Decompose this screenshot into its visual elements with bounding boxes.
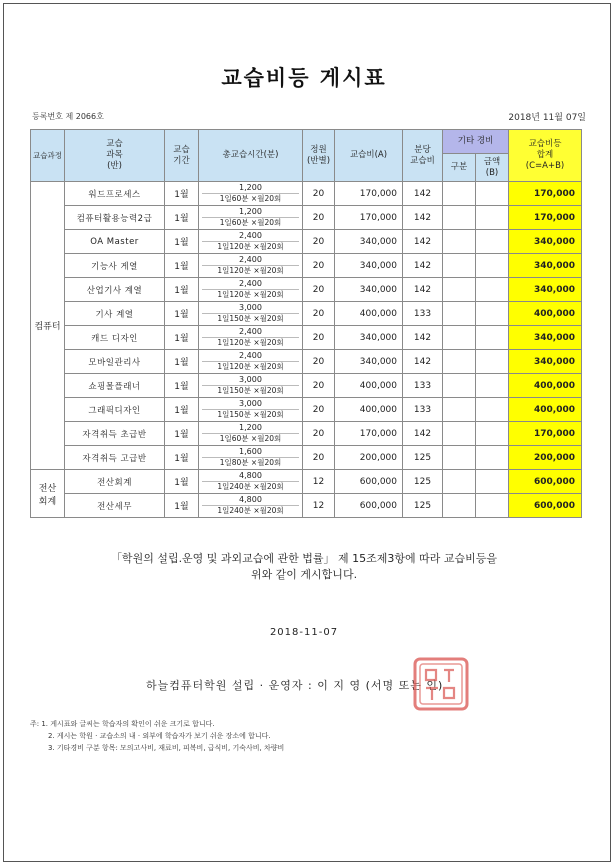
hours-total: 3,000 [239, 303, 262, 312]
other-amount-cell [476, 398, 509, 422]
fee-per-minute-cell: 142 [403, 254, 443, 278]
course-cell: 자격취득 초급반 [65, 422, 165, 446]
fee-per-minute-cell: 125 [403, 470, 443, 494]
table-row [31, 446, 582, 470]
table-row [31, 470, 582, 494]
tuition-cell: 400,000 [335, 374, 403, 398]
other-amount-cell [476, 302, 509, 326]
course-cell: 전산세무 [65, 494, 165, 518]
other-amount-cell [476, 350, 509, 374]
hours-total: 3,000 [239, 375, 262, 384]
hours-detail: 1일120분 ×월20회 [202, 361, 299, 372]
course-cell: 모바일관리사 [65, 350, 165, 374]
course-cell: 기사 계열 [65, 302, 165, 326]
header-other-amount: 금액 (B) [476, 154, 509, 182]
tuition-cell: 400,000 [335, 398, 403, 422]
header-course: 교습 과목 (반) [65, 130, 165, 182]
course-cell: 산업기사 계열 [65, 278, 165, 302]
total-cell: 400,000 [509, 302, 582, 326]
capacity-cell: 12 [303, 494, 335, 518]
period-cell: 1월 [165, 302, 199, 326]
hours-detail: 1일120분 ×월20회 [202, 289, 299, 300]
table-row [31, 350, 582, 374]
hours-detail: 1일120분 ×월20회 [202, 337, 299, 348]
total-cell: 200,000 [509, 446, 582, 470]
course-cell: 그래픽디자인 [65, 398, 165, 422]
academy-operator-line: 하늘컴퓨터학원 설립 · 운영자 : 이 지 영 (서명 또는 인) [146, 679, 444, 692]
fee-per-minute-cell: 142 [403, 230, 443, 254]
hours-total: 2,400 [239, 231, 262, 240]
total-hours-cell [199, 182, 303, 206]
total-cell: 170,000 [509, 206, 582, 230]
tuition-cell: 200,000 [335, 446, 403, 470]
tuition-cell: 340,000 [335, 350, 403, 374]
capacity-cell: 20 [303, 446, 335, 470]
total-hours-cell [199, 494, 303, 518]
total-hours-cell [199, 254, 303, 278]
other-kind-cell [443, 278, 476, 302]
capacity-cell: 20 [303, 182, 335, 206]
fee-per-minute-cell: 133 [403, 374, 443, 398]
other-kind-cell [443, 446, 476, 470]
course-cell: 캐드 디자인 [65, 326, 165, 350]
category-cell: 컴퓨터 [31, 182, 65, 470]
total-hours-cell [199, 350, 303, 374]
hours-total: 1,600 [239, 447, 262, 456]
notice-line-2: 위와 같이 게시합니다. [250, 568, 358, 581]
total-hours-cell [199, 206, 303, 230]
period-cell: 1월 [165, 470, 199, 494]
header-total: 교습비등 합계 (C=A+B) [509, 130, 582, 182]
capacity-cell: 20 [303, 398, 335, 422]
tuition-cell: 340,000 [335, 230, 403, 254]
notice-line-1: 「학원의 설립.운영 및 과외교습에 관한 법률」 제 15조제3항에 따라 교습비등을 [110, 552, 498, 565]
other-kind-cell [443, 422, 476, 446]
other-kind-cell [443, 398, 476, 422]
hours-total: 1,200 [239, 183, 262, 192]
fee-per-minute-cell: 142 [403, 206, 443, 230]
total-hours-cell [199, 446, 303, 470]
other-amount-cell [476, 278, 509, 302]
tuition-cell: 400,000 [335, 302, 403, 326]
other-amount-cell [476, 326, 509, 350]
other-kind-cell [443, 326, 476, 350]
period-cell: 1월 [165, 182, 199, 206]
course-cell: 워드프로세스 [65, 182, 165, 206]
other-amount-cell [476, 374, 509, 398]
course-cell: 쇼핑몰플래너 [65, 374, 165, 398]
capacity-cell: 20 [303, 230, 335, 254]
header-category: 교습과정 [31, 130, 65, 182]
hours-detail: 1일240분 ×월20회 [202, 505, 299, 516]
fee-per-minute-cell: 125 [403, 446, 443, 470]
table-row [31, 422, 582, 446]
fee-per-minute-cell: 133 [403, 302, 443, 326]
hours-detail: 1일60분 ×월20회 [202, 217, 299, 228]
hours-detail: 1일150분 ×월20회 [202, 385, 299, 396]
header-fee-per-minute: 분당 교습비 [403, 130, 443, 182]
footnotes [30, 718, 284, 754]
table-row [31, 326, 582, 350]
fee-per-minute-cell: 142 [403, 278, 443, 302]
total-hours-cell [199, 278, 303, 302]
period-cell: 1월 [165, 494, 199, 518]
course-cell: 컴퓨터활용능력2급 [65, 206, 165, 230]
total-cell: 340,000 [509, 278, 582, 302]
total-cell: 340,000 [509, 350, 582, 374]
capacity-cell: 20 [303, 422, 335, 446]
header-other-kind: 구분 [443, 154, 476, 182]
other-amount-cell [476, 470, 509, 494]
table-row [31, 254, 582, 278]
course-cell: OA Master [65, 230, 165, 254]
other-amount-cell [476, 254, 509, 278]
total-cell: 340,000 [509, 254, 582, 278]
total-cell: 340,000 [509, 230, 582, 254]
other-amount-cell [476, 446, 509, 470]
capacity-cell: 20 [303, 350, 335, 374]
total-cell: 400,000 [509, 398, 582, 422]
total-cell: 400,000 [509, 374, 582, 398]
hours-total: 1,200 [239, 423, 262, 432]
period-cell: 1월 [165, 398, 199, 422]
fee-per-minute-cell: 142 [403, 182, 443, 206]
period-cell: 1월 [165, 206, 199, 230]
capacity-cell: 20 [303, 374, 335, 398]
tuition-cell: 170,000 [335, 422, 403, 446]
hours-detail: 1일240분 ×월20회 [202, 481, 299, 492]
registration-number: 등록번호 제 2066호 [32, 112, 104, 121]
total-hours-cell [199, 302, 303, 326]
period-cell: 1월 [165, 278, 199, 302]
hours-total: 2,400 [239, 255, 262, 264]
other-kind-cell [443, 182, 476, 206]
header-capacity: 정원 (반별) [303, 130, 335, 182]
total-cell: 170,000 [509, 182, 582, 206]
fee-per-minute-cell: 125 [403, 494, 443, 518]
document-date: 2018년 11월 07일 [508, 113, 586, 123]
hours-detail: 1일60분 ×월20회 [202, 433, 299, 444]
total-cell: 600,000 [509, 470, 582, 494]
other-kind-cell [443, 230, 476, 254]
other-kind-cell [443, 302, 476, 326]
tuition-cell: 340,000 [335, 278, 403, 302]
other-kind-cell [443, 206, 476, 230]
category-cell: 전산 회계 [31, 470, 65, 518]
total-hours-cell [199, 398, 303, 422]
other-kind-cell [443, 374, 476, 398]
other-kind-cell [443, 254, 476, 278]
footnote-1: 주: 1. 게시표와 글씨는 학습자의 확인이 쉬운 크기로 합니다. [30, 720, 215, 728]
hours-detail: 1일80분 ×월20회 [202, 457, 299, 468]
course-cell: 전산회계 [65, 470, 165, 494]
fee-per-minute-cell: 142 [403, 350, 443, 374]
table-row [31, 182, 582, 206]
page-title: 교습비등 게시표 [221, 66, 387, 90]
hours-detail: 1일120분 ×월20회 [202, 265, 299, 276]
total-cell: 170,000 [509, 422, 582, 446]
period-cell: 1월 [165, 326, 199, 350]
other-kind-cell [443, 470, 476, 494]
period-cell: 1월 [165, 350, 199, 374]
other-amount-cell [476, 494, 509, 518]
table-row [31, 230, 582, 254]
capacity-cell: 20 [303, 302, 335, 326]
fee-per-minute-cell: 142 [403, 422, 443, 446]
footnote-3: 3. 기타경비 구분 항목: 모의고사비, 재료비, 피복비, 급식비, 기숙사비, 차량비 [48, 744, 285, 752]
total-hours-cell [199, 326, 303, 350]
tuition-cell: 600,000 [335, 494, 403, 518]
capacity-cell: 12 [303, 470, 335, 494]
total-hours-cell [199, 422, 303, 446]
hours-total: 2,400 [239, 279, 262, 288]
period-cell: 1월 [165, 230, 199, 254]
table-row [31, 398, 582, 422]
tuition-cell: 170,000 [335, 182, 403, 206]
total-hours-cell [199, 470, 303, 494]
table-row [31, 278, 582, 302]
period-cell: 1월 [165, 254, 199, 278]
total-hours-cell [199, 230, 303, 254]
other-amount-cell [476, 206, 509, 230]
other-amount-cell [476, 230, 509, 254]
other-amount-cell [476, 422, 509, 446]
red-seal-stamp [412, 656, 470, 712]
fee-table [30, 129, 582, 518]
tuition-cell: 170,000 [335, 206, 403, 230]
period-cell: 1월 [165, 446, 199, 470]
tuition-cell: 340,000 [335, 254, 403, 278]
fee-per-minute-cell: 133 [403, 398, 443, 422]
header-other-expenses: 기타 경비 [443, 130, 509, 154]
table-row [31, 374, 582, 398]
tuition-cell: 600,000 [335, 470, 403, 494]
capacity-cell: 20 [303, 206, 335, 230]
other-amount-cell [476, 182, 509, 206]
publish-date: 2018-11-07 [269, 627, 339, 638]
period-cell: 1월 [165, 422, 199, 446]
header-period: 교습 기간 [165, 130, 199, 182]
hours-total: 4,800 [239, 495, 262, 504]
legal-notice [0, 551, 608, 583]
course-cell: 기능사 게열 [65, 254, 165, 278]
header-total-hours: 총교습시간(분) [199, 130, 303, 182]
total-cell: 600,000 [509, 494, 582, 518]
table-row [31, 302, 582, 326]
hours-detail: 1일60분 ×월20회 [202, 193, 299, 204]
footnote-2: 2. 게시는 학원 · 교습소의 내 · 외부에 학습자가 보기 쉬운 장소에 합니다. [48, 732, 271, 740]
capacity-cell: 20 [303, 254, 335, 278]
total-cell: 340,000 [509, 326, 582, 350]
tuition-cell: 340,000 [335, 326, 403, 350]
header-tuition: 교습비(A) [335, 130, 403, 182]
hours-total: 2,400 [239, 351, 262, 360]
hours-detail: 1일150분 ×월20회 [202, 313, 299, 324]
total-hours-cell [199, 374, 303, 398]
hours-total: 1,200 [239, 207, 262, 216]
hours-total: 2,400 [239, 327, 262, 336]
capacity-cell: 20 [303, 278, 335, 302]
other-kind-cell [443, 494, 476, 518]
table-row [31, 494, 582, 518]
other-kind-cell [443, 350, 476, 374]
period-cell: 1월 [165, 374, 199, 398]
hours-detail: 1일120분 ×월20회 [202, 241, 299, 252]
capacity-cell: 20 [303, 326, 335, 350]
fee-per-minute-cell: 142 [403, 326, 443, 350]
hours-total: 3,000 [239, 399, 262, 408]
hours-total: 4,800 [239, 471, 262, 480]
hours-detail: 1일150분 ×월20회 [202, 409, 299, 420]
course-cell: 자격취득 고급반 [65, 446, 165, 470]
table-row [31, 206, 582, 230]
